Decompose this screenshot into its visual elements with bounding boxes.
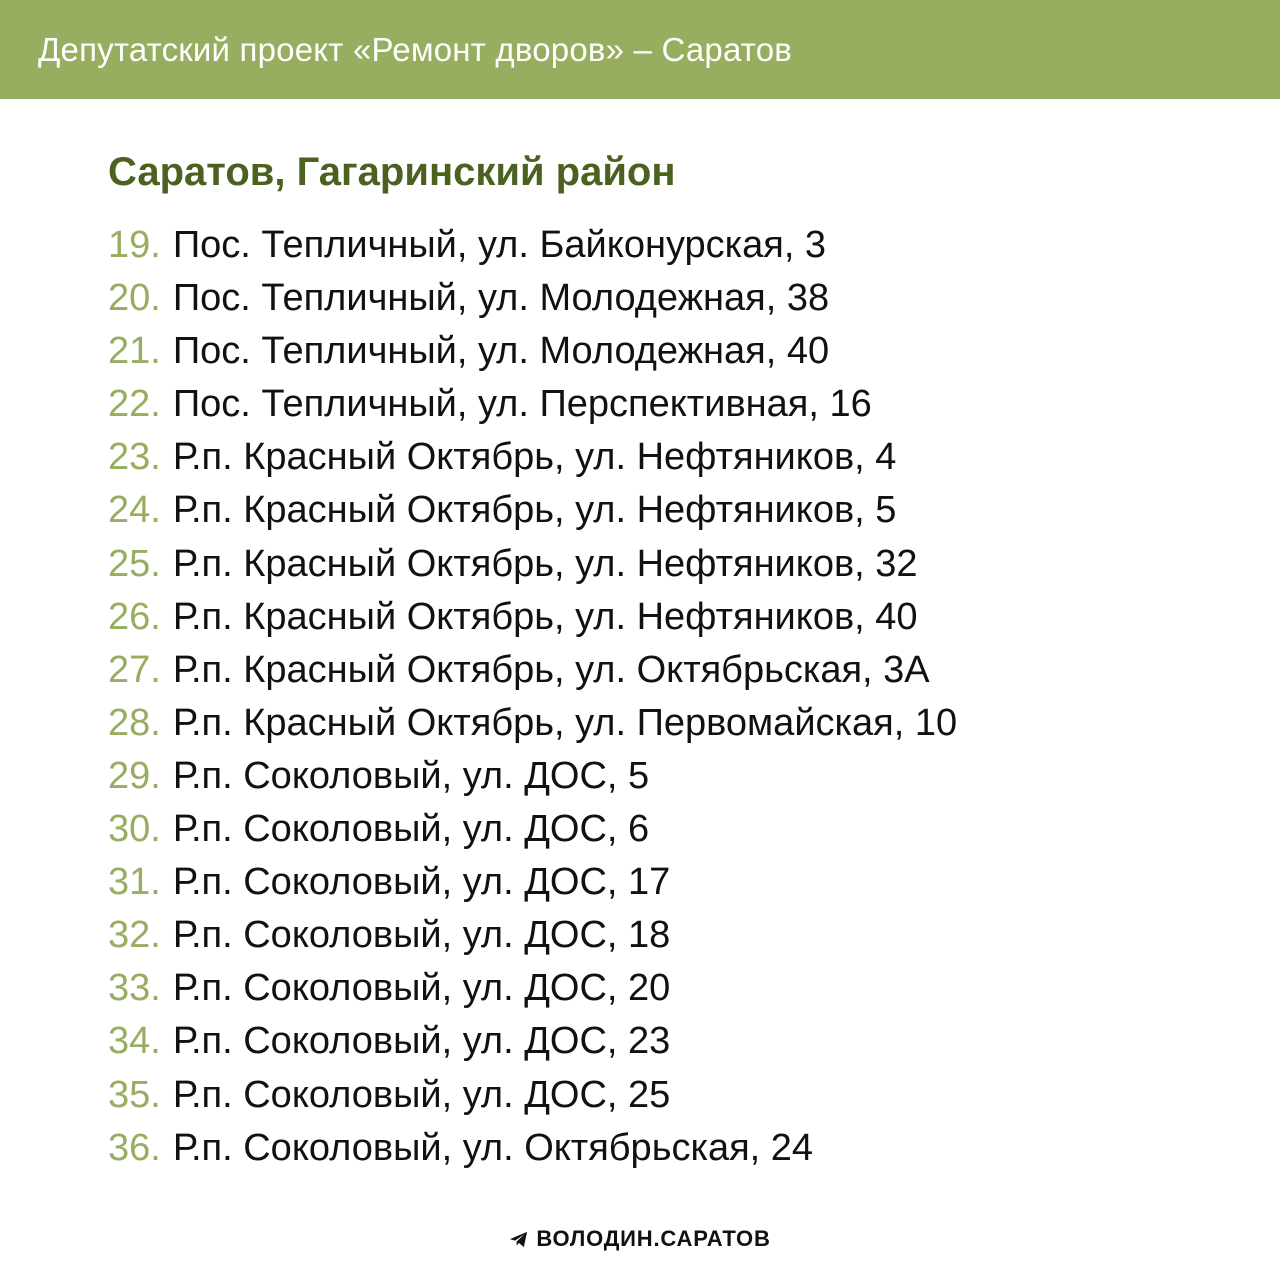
- item-address: Пос. Тепличный, ул. Перспективная, 16: [172, 383, 872, 426]
- section-title: Саратов, Гагаринский район: [108, 150, 676, 194]
- item-number: 28.: [108, 701, 161, 744]
- item-number: 19.: [108, 224, 161, 266]
- item-number: 30.: [108, 808, 161, 851]
- item-address: Р.п. Соколовый, ул. ДОС, 5: [172, 754, 650, 797]
- item-address: Р.п. Соколовый, ул. ДОС, 25: [172, 1073, 671, 1116]
- item-address: Р.п. Соколовый, ул. ДОС, 18: [172, 914, 671, 957]
- item-number: 34.: [108, 1020, 161, 1063]
- footer-brand-group: [509, 1226, 770, 1252]
- brand-name: ВОЛОДИН.САРАТОВ: [536, 1226, 771, 1251]
- list-item: [108, 856, 1228, 909]
- list-item: [108, 591, 1228, 644]
- item-address: Р.п. Соколовый, ул. ДОС, 23: [172, 1020, 671, 1063]
- item-address: Пос. Тепличный, ул. Байконурская, 3: [172, 224, 827, 266]
- list-item: [108, 431, 1228, 484]
- list-item: [108, 1122, 1228, 1175]
- item-address: Пос. Тепличный, ул. Молодежная, 40: [172, 330, 830, 373]
- item-address: Р.п. Красный Октябрь, ул. Нефтяников, 4: [172, 436, 897, 479]
- address-list: [108, 219, 1228, 1175]
- telegram-icon: [509, 1230, 528, 1249]
- item-number: 29.: [108, 754, 161, 797]
- item-address: Р.п. Красный Октябрь, ул. Нефтяников, 32: [172, 542, 918, 585]
- item-number: 24.: [108, 489, 161, 532]
- item-address: Р.п. Соколовый, ул. ДОС, 20: [172, 967, 671, 1010]
- header-banner: [0, 0, 1280, 99]
- item-address: Р.п. Соколовый, ул. ДОС, 6: [172, 808, 650, 851]
- list-item: [108, 378, 1228, 431]
- list-item: [108, 697, 1228, 750]
- item-number: 23.: [108, 436, 161, 479]
- item-address: Пос. Тепличный, ул. Молодежная, 38: [172, 277, 830, 320]
- list-item: [108, 538, 1228, 591]
- list-item: [108, 962, 1228, 1015]
- item-number: 27.: [108, 648, 161, 691]
- item-number: 20.: [108, 277, 161, 320]
- item-address: Р.п. Красный Октябрь, ул. Октябрьская, 3А: [172, 648, 930, 691]
- list-item: [108, 803, 1228, 856]
- item-address: Р.п. Красный Октябрь, ул. Первомайская, 10: [172, 701, 958, 744]
- item-number: 21.: [108, 330, 161, 373]
- list-item: [108, 325, 1228, 378]
- list-item: [108, 909, 1228, 962]
- list-item: [108, 1069, 1228, 1122]
- item-number: 35.: [108, 1073, 161, 1116]
- list-item: [108, 1015, 1228, 1068]
- item-address: Р.п. Красный Октябрь, ул. Нефтяников, 5: [172, 489, 897, 532]
- list-item: [108, 484, 1228, 537]
- list-item: [108, 644, 1228, 697]
- item-number: 25.: [108, 542, 161, 585]
- footer-brand: [0, 1226, 1280, 1254]
- list-item: [108, 219, 1228, 272]
- item-number: 33.: [108, 967, 161, 1010]
- item-number: 36.: [108, 1126, 161, 1169]
- item-number: 32.: [108, 914, 161, 957]
- list-item: [108, 272, 1228, 325]
- item-number: 26.: [108, 595, 161, 638]
- item-address: Р.п. Красный Октябрь, ул. Нефтяников, 40: [172, 595, 918, 638]
- item-number: 31.: [108, 861, 161, 904]
- header-title: Депутатский проект «Ремонт дворов» – Саратов: [38, 30, 793, 68]
- item-number: 22.: [108, 383, 161, 426]
- item-address: Р.п. Соколовый, ул. Октябрьская, 24: [172, 1126, 814, 1169]
- item-address: Р.п. Соколовый, ул. ДОС, 17: [172, 861, 671, 904]
- list-item: [108, 750, 1228, 803]
